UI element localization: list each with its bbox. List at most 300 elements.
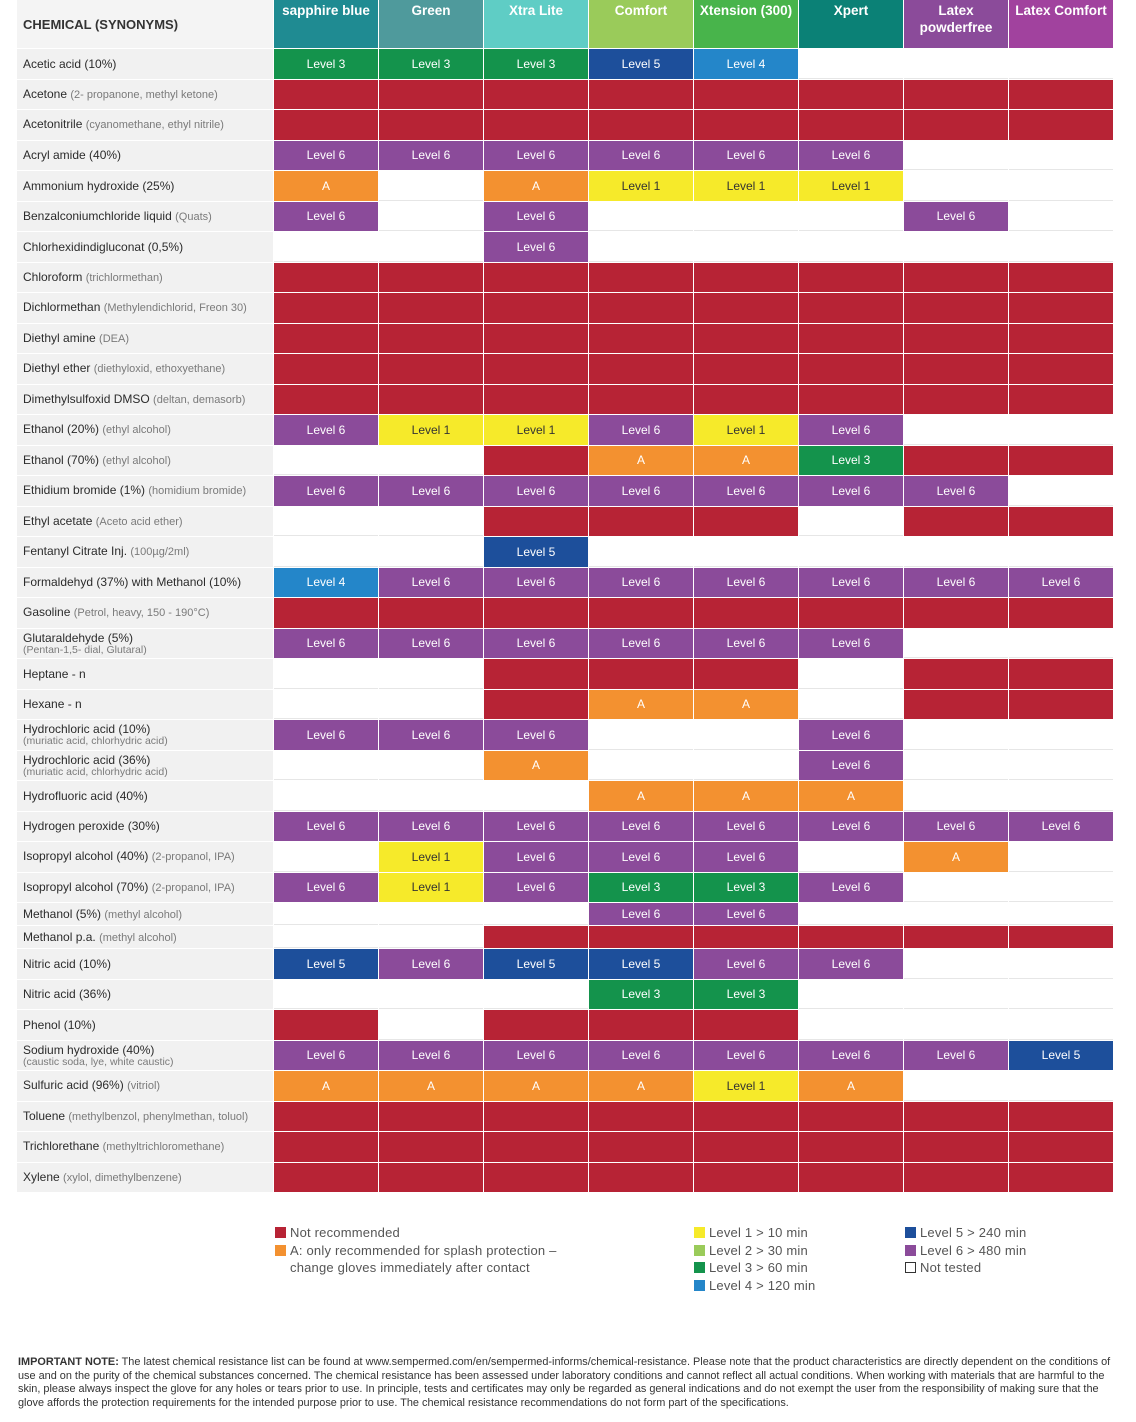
rating-cell (904, 1132, 1008, 1162)
rating-cell (1009, 873, 1113, 903)
table-row (17, 263, 1114, 293)
chemical-synonyms: (methyltrichloromethane) (102, 1141, 225, 1154)
rating-cell (799, 1102, 903, 1132)
product-header: Xtra Lite (484, 0, 588, 48)
rating-cell (1009, 507, 1113, 537)
rating-cell (379, 1010, 483, 1040)
rating-cell (799, 385, 903, 415)
chemical-name-cell (17, 659, 273, 689)
rating-cell (799, 903, 903, 925)
chemical-name: Nitric acid (10%) (23, 956, 112, 971)
rating-cell: Level 6 (694, 1041, 798, 1071)
rating-cell (1009, 171, 1113, 201)
rating-cell (379, 598, 483, 628)
rating-cell: Level 1 (379, 415, 483, 445)
rating-cell: Level 6 (799, 568, 903, 598)
rating-cell (589, 1132, 693, 1162)
rating-cell (589, 1102, 693, 1132)
rating-cell (904, 293, 1008, 323)
rating-cell (694, 926, 798, 948)
chemical-name: Hydrofluoric acid (40%) (23, 788, 148, 803)
rating-cell (274, 1132, 378, 1162)
rating-cell: A (274, 171, 378, 201)
chemical-name: Nitric acid (36%) (23, 987, 112, 1002)
rating-cell: Level 1 (694, 171, 798, 201)
table-row (17, 690, 1114, 720)
chemical-synonyms: (methylbenzol, phenylmethan, toluol) (68, 1110, 249, 1123)
rating-cell: Level 4 (694, 49, 798, 79)
rating-cell (799, 110, 903, 140)
rating-cell (799, 926, 903, 948)
rating-cell: Level 6 (694, 842, 798, 872)
rating-cell: Level 5 (589, 949, 693, 979)
chemical-name-cell (17, 476, 273, 506)
chemical-name-cell (17, 1071, 273, 1101)
rating-cell (589, 659, 693, 689)
chemical-name-cell (17, 1132, 273, 1162)
rating-cell (1009, 781, 1113, 811)
rating-cell (694, 293, 798, 323)
rating-cell (484, 385, 588, 415)
rating-cell (1009, 1102, 1113, 1132)
chemical-name: Heptane - n (23, 666, 86, 681)
chemical-name: Trichlorethane (23, 1139, 100, 1154)
chemical-name-cell (17, 1010, 273, 1040)
legend-level-3: Level 3 > 60 min (694, 1259, 808, 1277)
product-header: Latex Comfort (1009, 0, 1113, 48)
rating-cell (1009, 1010, 1113, 1040)
rating-cell (484, 690, 588, 720)
rating-cell (274, 446, 378, 476)
table-row (17, 926, 1114, 948)
table-row (17, 568, 1114, 598)
rating-cell (379, 446, 483, 476)
chemical-name-cell (17, 598, 273, 628)
rating-cell: A (694, 690, 798, 720)
rating-cell: A (694, 781, 798, 811)
chemical-name-cell (17, 812, 273, 842)
legend-level-6: Level 6 > 480 min (905, 1242, 1026, 1260)
rating-cell: Level 6 (484, 1041, 588, 1071)
rating-cell: Level 6 (379, 476, 483, 506)
rating-cell (589, 537, 693, 567)
chemical-name-cell (17, 141, 273, 171)
rating-cell (484, 110, 588, 140)
rating-cell (694, 110, 798, 140)
table-row (17, 49, 1114, 79)
rating-cell (904, 49, 1008, 79)
rating-cell (274, 537, 378, 567)
rating-cell (904, 903, 1008, 925)
rating-cell (274, 232, 378, 262)
rating-cell: Level 6 (589, 629, 693, 659)
chemical-name-cell (17, 720, 273, 750)
rating-cell (274, 926, 378, 948)
chemical-name: Isopropyl alcohol (70%) (23, 879, 149, 894)
rating-cell (799, 598, 903, 628)
rating-cell (904, 171, 1008, 201)
chemical-name: Chloroform (23, 269, 83, 284)
chemical-name: Acetone (23, 86, 68, 101)
chemical-synonyms: (DEA) (99, 332, 129, 345)
rating-cell (484, 446, 588, 476)
product-header: Comfort (589, 0, 693, 48)
rating-cell: Level 6 (274, 812, 378, 842)
rating-cell: Level 1 (379, 873, 483, 903)
rating-cell (1009, 385, 1113, 415)
rating-cell (904, 446, 1008, 476)
rating-cell (589, 926, 693, 948)
rating-cell (1009, 324, 1113, 354)
chemical-synonyms: (deltan, demasorb) (153, 393, 246, 406)
rating-cell (1009, 446, 1113, 476)
rating-cell: A (589, 690, 693, 720)
rating-cell (1009, 354, 1113, 384)
rating-cell: Level 6 (799, 141, 903, 171)
rating-cell (694, 507, 798, 537)
rating-cell (904, 629, 1008, 659)
rating-cell (694, 1163, 798, 1193)
table-row (17, 202, 1114, 232)
rating-cell: A (589, 446, 693, 476)
chemical-synonyms: (homidium bromide) (148, 485, 247, 498)
chemical-synonyms: (Pentan-1,5- dial, Glutaral) (23, 643, 147, 656)
rating-cell (484, 293, 588, 323)
rating-cell (274, 1163, 378, 1193)
rating-cell (589, 354, 693, 384)
rating-cell: A (484, 171, 588, 201)
chemical-name-cell (17, 842, 273, 872)
rating-cell (1009, 1071, 1113, 1101)
rating-cell: Level 3 (484, 49, 588, 79)
rating-cell (379, 385, 483, 415)
rating-cell: A (799, 781, 903, 811)
rating-cell (904, 690, 1008, 720)
rating-cell (904, 354, 1008, 384)
rating-cell (484, 781, 588, 811)
chemical-name-cell (17, 446, 273, 476)
rating-cell: Level 6 (484, 568, 588, 598)
chemical-name: Dichlormethan (23, 300, 101, 315)
rating-cell (484, 263, 588, 293)
rating-cell: A (799, 1071, 903, 1101)
rating-cell (799, 980, 903, 1010)
rating-cell (589, 202, 693, 232)
rating-cell (799, 1132, 903, 1162)
rating-cell (799, 842, 903, 872)
chemical-name-cell (17, 751, 273, 781)
rating-cell (799, 1163, 903, 1193)
chemical-name-cell (17, 263, 273, 293)
rating-cell: Level 6 (904, 476, 1008, 506)
rating-cell: Level 6 (799, 720, 903, 750)
rating-cell (904, 415, 1008, 445)
rating-cell (484, 598, 588, 628)
chemical-name-cell (17, 385, 273, 415)
rating-cell: Level 6 (694, 812, 798, 842)
rating-cell (379, 171, 483, 201)
rating-cell (1009, 903, 1113, 925)
rating-cell (589, 263, 693, 293)
rating-cell (799, 537, 903, 567)
rating-cell: Level 6 (694, 949, 798, 979)
rating-cell (904, 324, 1008, 354)
not-tested-swatch (905, 1262, 916, 1273)
rating-cell (904, 537, 1008, 567)
rating-cell (1009, 751, 1113, 781)
legend-level-5: Level 5 > 240 min (905, 1224, 1026, 1242)
table-row (17, 171, 1114, 201)
rating-cell (379, 781, 483, 811)
table-row (17, 1041, 1114, 1071)
chemical-name-cell (17, 903, 273, 925)
rating-cell (694, 232, 798, 262)
table-row (17, 141, 1114, 171)
chemical-name-cell (17, 415, 273, 445)
chemical-name: Sulfuric acid (96%) (23, 1078, 124, 1093)
chemical-synonyms: (muriatic acid, chlorhydric acid) (23, 735, 168, 748)
rating-cell (274, 781, 378, 811)
chemical-name-cell (17, 507, 273, 537)
rating-cell (904, 720, 1008, 750)
chemical-name: Xylene (23, 1169, 60, 1184)
rating-cell: Level 3 (694, 873, 798, 903)
legend-level-2: Level 2 > 30 min (694, 1242, 808, 1260)
table-row (17, 1132, 1114, 1162)
chemical-name-cell (17, 1163, 273, 1193)
chemical-name-cell (17, 690, 273, 720)
splash-swatch (275, 1245, 286, 1256)
rating-cell (379, 263, 483, 293)
level-2-swatch (694, 1245, 705, 1256)
rating-cell (904, 263, 1008, 293)
rating-cell (1009, 949, 1113, 979)
rating-cell (904, 873, 1008, 903)
rating-cell: Level 5 (1009, 1041, 1113, 1071)
rating-cell (694, 720, 798, 750)
rating-cell (1009, 1132, 1113, 1162)
rating-cell: Level 6 (379, 720, 483, 750)
rating-cell: Level 6 (589, 415, 693, 445)
rating-cell (1009, 110, 1113, 140)
table-row (17, 949, 1114, 979)
rating-cell: Level 6 (484, 629, 588, 659)
rating-cell (694, 751, 798, 781)
rating-cell (1009, 476, 1113, 506)
rating-cell (904, 1010, 1008, 1040)
rating-cell (589, 232, 693, 262)
chemical-name-cell (17, 568, 273, 598)
level-5-swatch (905, 1227, 916, 1238)
chemical-name: Ethanol (20%) (23, 422, 100, 437)
chemical-name-cell (17, 537, 273, 567)
chemical-name: Methanol (5%) (23, 906, 102, 921)
legend-splash: A: only recommended for splash protection – change gloves immediately after contact (275, 1242, 557, 1277)
rating-cell (484, 324, 588, 354)
rating-cell (484, 80, 588, 110)
rating-cell (484, 354, 588, 384)
rating-cell: Level 6 (484, 476, 588, 506)
chemical-name-cell (17, 202, 273, 232)
chemical-name-cell (17, 354, 273, 384)
chemical-name-cell (17, 629, 273, 659)
chemical-name-cell (17, 293, 273, 323)
rating-cell (1009, 537, 1113, 567)
table-row (17, 80, 1114, 110)
rating-cell (694, 80, 798, 110)
rating-cell (799, 263, 903, 293)
rating-cell (904, 80, 1008, 110)
chemical-name-cell (17, 873, 273, 903)
chemical-synonyms: (100µg/2ml) (130, 546, 190, 559)
rating-cell (274, 751, 378, 781)
rating-cell (799, 202, 903, 232)
legend-level-1: Level 1 > 10 min (694, 1224, 808, 1242)
rating-cell (1009, 141, 1113, 171)
chemical-name-cell (17, 110, 273, 140)
rating-cell (274, 1102, 378, 1132)
chemical-resistance-table (17, 0, 1114, 1192)
rating-cell (484, 926, 588, 948)
table-row (17, 1071, 1114, 1101)
rating-cell: Level 1 (379, 842, 483, 872)
product-header: Xpert (799, 0, 903, 48)
rating-cell (589, 293, 693, 323)
rating-cell (484, 1010, 588, 1040)
rating-cell: Level 6 (274, 141, 378, 171)
rating-cell: Level 4 (274, 568, 378, 598)
rating-cell (274, 293, 378, 323)
rating-cell: Level 6 (904, 812, 1008, 842)
rating-cell: Level 6 (589, 141, 693, 171)
rating-cell (484, 1102, 588, 1132)
chemical-synonyms: (methyl alcohol) (104, 908, 183, 921)
chemical-synonyms: (2-propanol, IPA) (151, 881, 235, 894)
rating-cell: Level 6 (379, 1041, 483, 1071)
chemical-column-header: CHEMICAL (SYNONYMS) (17, 0, 273, 48)
rating-cell (379, 1132, 483, 1162)
rating-cell (904, 385, 1008, 415)
chemical-synonyms: (Methylendichlorid, Freon 30) (103, 302, 247, 315)
table-row (17, 659, 1114, 689)
rating-cell (904, 1071, 1008, 1101)
rating-cell: Level 6 (1009, 812, 1113, 842)
chemical-name: Fentanyl Citrate Inj. (23, 544, 128, 559)
rating-cell (379, 659, 483, 689)
rating-cell: Level 6 (379, 141, 483, 171)
rating-cell (799, 293, 903, 323)
rating-cell: Level 1 (589, 171, 693, 201)
chemical-name-cell (17, 1102, 273, 1132)
rating-cell: Level 6 (904, 202, 1008, 232)
rating-cell: Level 6 (274, 873, 378, 903)
chemical-synonyms: (Aceto acid ether) (95, 515, 183, 528)
rating-cell (1009, 1163, 1113, 1193)
chemical-synonyms: (2- propanone, methyl ketone) (70, 88, 218, 101)
chemical-synonyms: (xylol, dimethylbenzene) (63, 1171, 182, 1184)
rating-cell (589, 80, 693, 110)
rating-cell (904, 751, 1008, 781)
level-1-swatch (694, 1227, 705, 1238)
rating-cell: Level 6 (694, 629, 798, 659)
rating-cell: Level 6 (799, 873, 903, 903)
rating-cell (1009, 629, 1113, 659)
chemical-synonyms: (trichlormethan) (85, 271, 163, 284)
rating-cell (379, 980, 483, 1010)
rating-cell (589, 385, 693, 415)
rating-cell (904, 1102, 1008, 1132)
chemical-name: Sodium hydroxide (40%) (23, 1042, 155, 1057)
rating-cell (274, 980, 378, 1010)
product-header: sapphire blue (274, 0, 378, 48)
rating-cell (694, 1102, 798, 1132)
rating-cell (904, 781, 1008, 811)
rating-cell: A (694, 446, 798, 476)
rating-cell: Level 6 (379, 568, 483, 598)
rating-cell: Level 3 (589, 980, 693, 1010)
chemical-name-cell (17, 80, 273, 110)
rating-cell: Level 6 (799, 751, 903, 781)
rating-cell: Level 6 (799, 415, 903, 445)
rating-cell (484, 507, 588, 537)
rating-cell (904, 141, 1008, 171)
chemical-name: Hydrogen peroxide (30%) (23, 819, 160, 834)
rating-cell (694, 1132, 798, 1162)
level-3-swatch (694, 1262, 705, 1273)
product-header: Latex powderfree (904, 0, 1008, 48)
rating-cell (589, 1010, 693, 1040)
table-row (17, 980, 1114, 1010)
rating-cell (1009, 598, 1113, 628)
rating-cell: Level 6 (589, 812, 693, 842)
rating-cell (274, 1010, 378, 1040)
chemical-name: Hydrochloric acid (36%) (23, 752, 151, 767)
chemical-name: Dimethylsulfoxid DMSO (23, 391, 150, 406)
rating-cell: Level 6 (379, 949, 483, 979)
chemical-name: Benzalconiumchloride liquid (23, 208, 172, 223)
rating-cell: Level 6 (379, 812, 483, 842)
rating-cell (1009, 415, 1113, 445)
level-6-swatch (905, 1245, 916, 1256)
rating-cell: Level 6 (484, 232, 588, 262)
rating-cell (589, 720, 693, 750)
rating-cell (379, 903, 483, 925)
chemical-name: Ethidium bromide (1%) (23, 483, 146, 498)
chemical-name: Hexane - n (23, 697, 82, 712)
table-row (17, 812, 1114, 842)
rating-cell: Level 6 (274, 415, 378, 445)
rating-cell (379, 1163, 483, 1193)
rating-cell (694, 537, 798, 567)
rating-cell (484, 980, 588, 1010)
rating-cell: Level 6 (274, 720, 378, 750)
table-header (17, 0, 1114, 48)
product-header: Xtension (300) (694, 0, 798, 48)
rating-cell (799, 1010, 903, 1040)
rating-cell (694, 385, 798, 415)
rating-cell: Level 6 (484, 720, 588, 750)
rating-cell: Level 6 (694, 476, 798, 506)
rating-cell (694, 354, 798, 384)
rating-cell (589, 324, 693, 354)
rating-cell (589, 507, 693, 537)
rating-cell: Level 1 (694, 415, 798, 445)
table-row (17, 751, 1114, 781)
chemical-name: Methanol p.a. (23, 929, 96, 944)
rating-cell: Level 6 (484, 812, 588, 842)
rating-cell: Level 6 (1009, 568, 1113, 598)
rating-cell: Level 6 (694, 903, 798, 925)
